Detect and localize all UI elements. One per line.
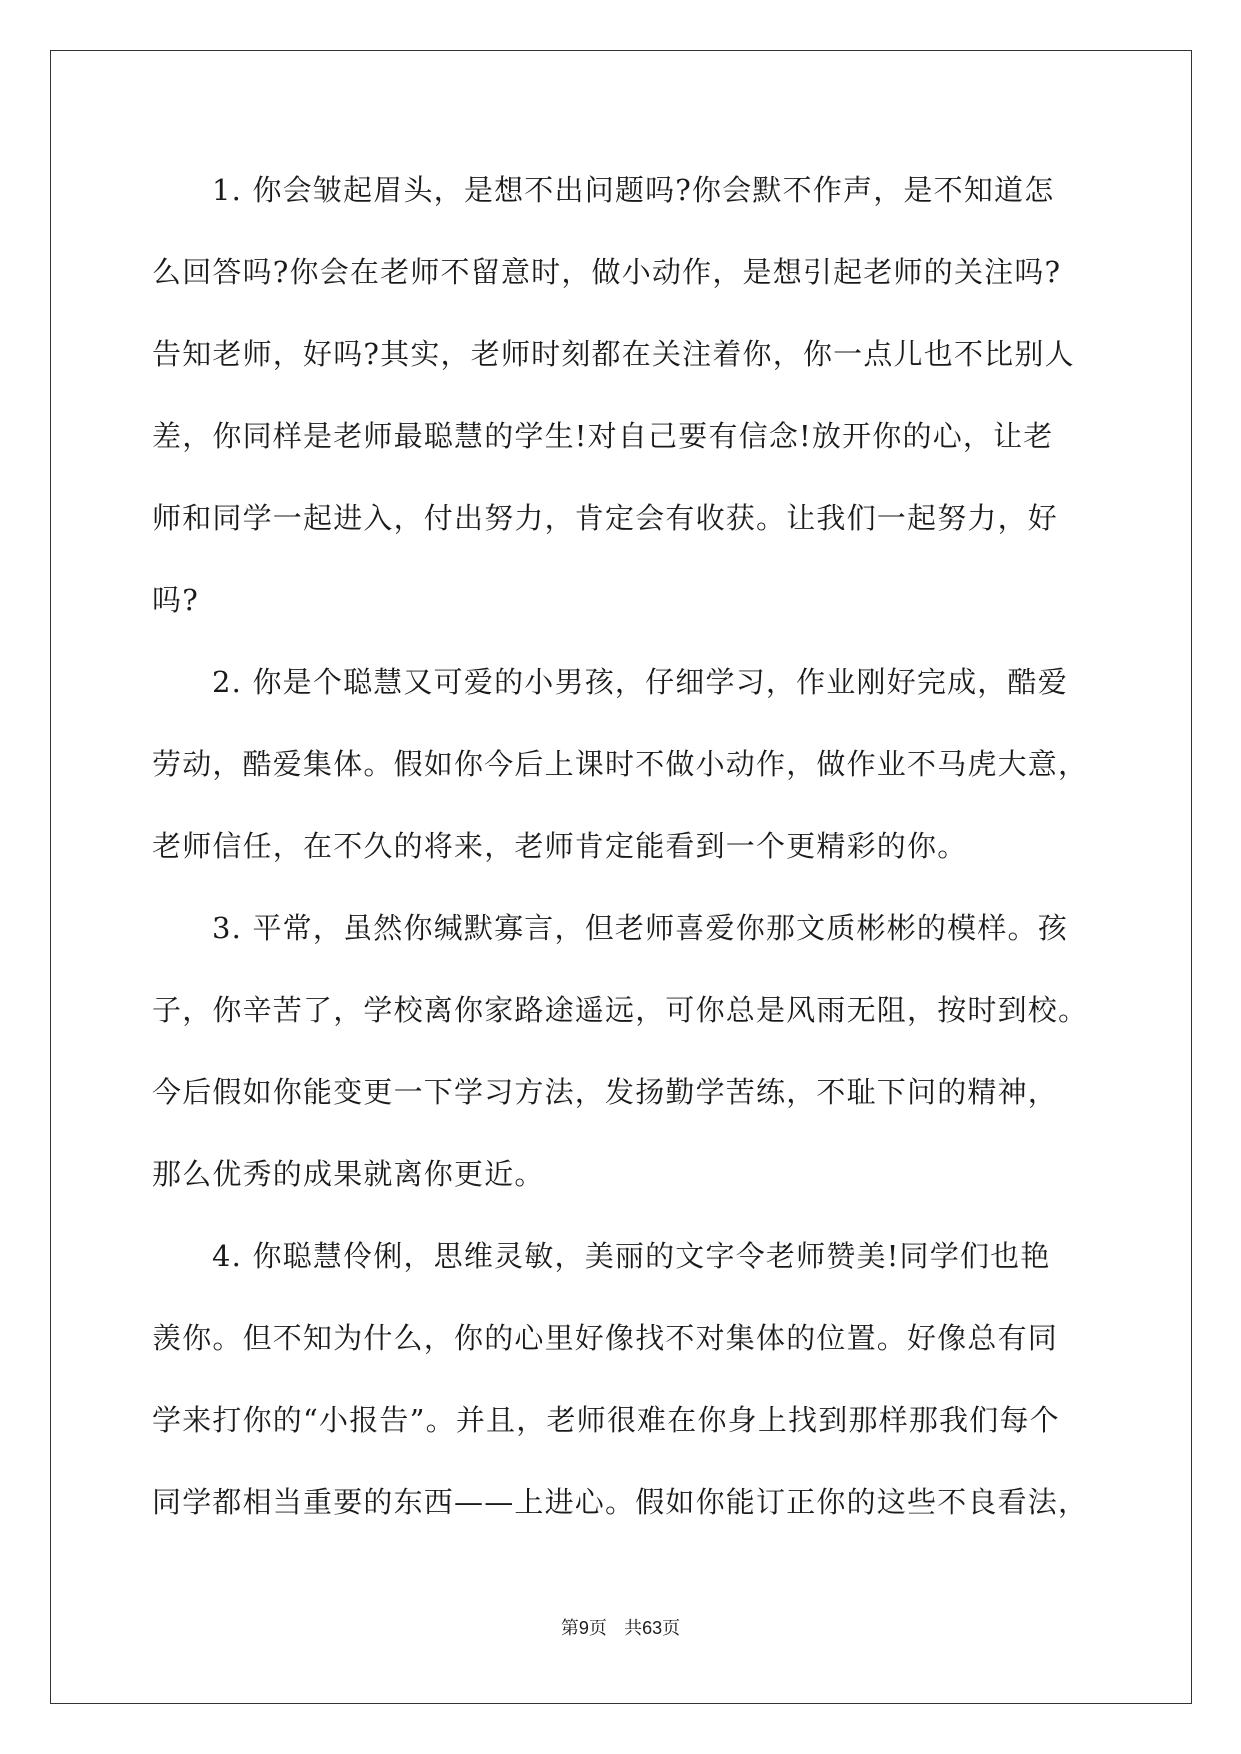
paragraph-1-line-3: 告知老师，好吗?其实，老师时刻都在关注着你，你一点儿也不比别人 <box>152 337 1075 371</box>
paragraph-3-line-1: 3. 平常，虽然你缄默寡言，但老师喜爱你那文质彬彬的模样。孩 <box>212 911 1068 945</box>
page-footer <box>0 1616 1241 1641</box>
paragraph-1-line-1: 1. 你会皱起眉头，是想不出问题吗?你会默不作声，是不知道怎 <box>212 173 1055 207</box>
paragraph-2-line-1: 2. 你是个聪慧又可爱的小男孩，仔细学习，作业刚好完成，酷爱 <box>212 665 1068 699</box>
paragraph-3-line-4: 那么优秀的成果就离你更近。 <box>152 1157 545 1191</box>
paragraph-4-line-4: 同学都相当重要的东西——上进心。假如你能订正你的这些不良看法， <box>152 1485 1089 1519</box>
page-suffix: 页 <box>588 1618 607 1639</box>
paragraph-2-line-2: 劳动，酷爱集体。假如你今后上课时不做小动作，做作业不马虎大意， <box>152 747 1089 781</box>
paragraph-3-line-2: 子，你辛苦了，学校离你家路途遥远，可你总是风雨无阻，按时到校。 <box>152 993 1089 1027</box>
page-prefix: 第 <box>560 1618 579 1639</box>
page-number: 9 <box>578 1618 589 1638</box>
paragraph-3-line-3: 今后假如你能变更一下学习方法，发扬勤学苦练，不耻下问的精神， <box>152 1075 1059 1109</box>
total-prefix: 共 <box>624 1618 643 1639</box>
paragraph-1-line-5: 师和同学一起进入，付出努力，肯定会有收获。让我们一起努力，好 <box>152 501 1059 535</box>
paragraph-1-line-2: 么回答吗?你会在老师不留意时，做小动作，是想引起老师的关注吗? <box>152 255 1062 289</box>
paragraph-4-line-3: 学来打你的“小报告”。并且，老师很难在你身上找到那样那我们每个 <box>152 1403 1060 1437</box>
total-pages: 63 <box>642 1618 663 1638</box>
paragraph-2-line-3: 老师信任，在不久的将来，老师肯定能看到一个更精彩的你。 <box>152 829 968 863</box>
paragraph-4-line-1: 4. 你聪慧伶俐，思维灵敏，美丽的文字令老师赞美!同学们也艳 <box>212 1239 1051 1273</box>
document-body <box>152 160 1092 1554</box>
paragraph-4-line-2: 羡你。但不知为什么，你的心里好像找不对集体的位置。好像总有同 <box>152 1321 1059 1355</box>
total-suffix: 页 <box>662 1618 681 1639</box>
paragraph-1-line-4: 差，你同样是老师最聪慧的学生!对自己要有信念!放开你的心，让老 <box>152 419 1054 453</box>
paragraph-1-line-6: 吗? <box>152 583 199 617</box>
